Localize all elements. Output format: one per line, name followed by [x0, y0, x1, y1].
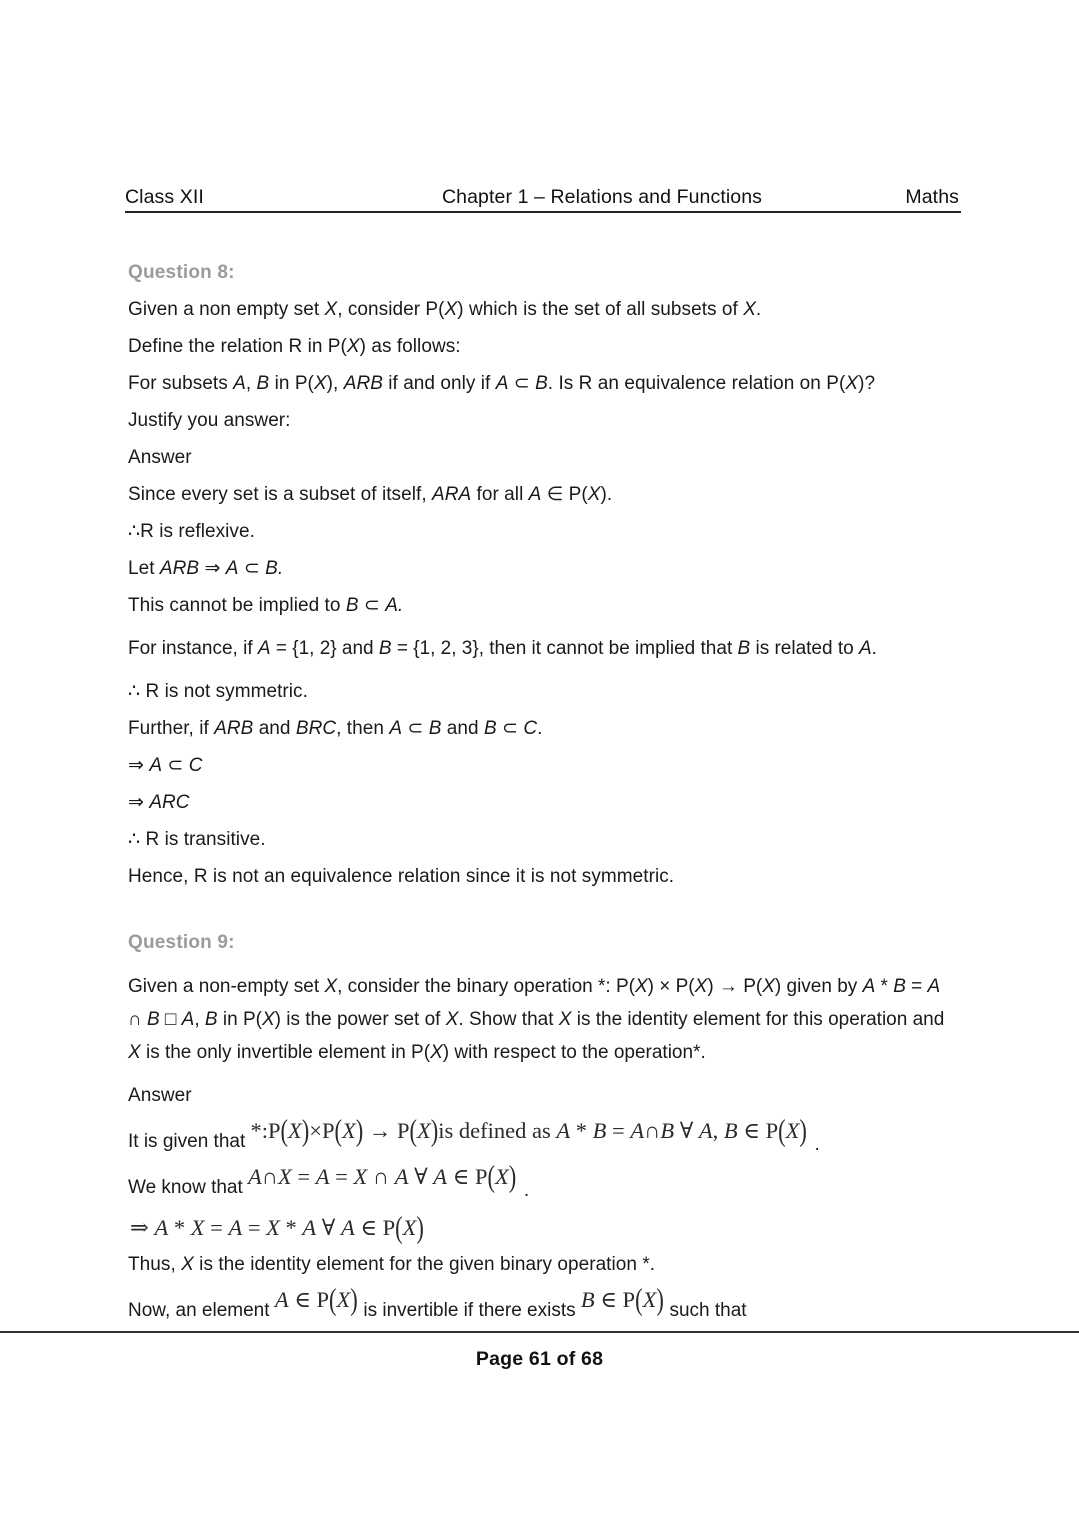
q9-prompt: Given a non-empty set X, consider the binary operation *: P(X) × P(X) → P(X) given by A * B = A ∩ B □ A, B in P(X) is the power set of X. Show that X is the identity element for this operation and X is the only invertible element in P(X) with respect to the operation*. — [128, 976, 945, 1064]
footer-divider — [0, 1331, 1079, 1333]
q9-given-period: . — [814, 1134, 820, 1155]
q8-answer-line-4: This cannot be implied to B ⊂ A. — [128, 594, 404, 616]
q9-formula-known: A∩X = A = X ∩ A ∀ A ∈ P(X) — [248, 1159, 517, 1194]
q8-answer-line-5: For instance, if A = {1, 2} and B = {1, 2, 3}, then it cannot be implied that B is related to A. — [128, 638, 877, 660]
q8-answer-line-1: Since every set is a subset of itself, ARA for all A ∈ P(X). — [128, 483, 613, 505]
header-class-label: Class XII — [125, 186, 204, 208]
page-header — [125, 186, 961, 209]
header-subject-label: Maths — [905, 186, 959, 208]
question-8-heading: Question 8: — [128, 262, 235, 283]
q8-prompt-line-2: Define the relation R in P(X) as follows: — [128, 335, 461, 357]
q8-prompt-line-4: Justify you answer: — [128, 409, 291, 431]
header-divider — [125, 211, 961, 213]
question-9-heading: Question 9: — [128, 932, 235, 954]
q9-now-prefix: Now, an element — [128, 1299, 270, 1321]
q8-answer-line-11: Hence, R is not an equivalence relation since it is not symmetric. — [128, 866, 675, 888]
q9-formula-b-in-px: B ∈ P(X) — [580, 1282, 664, 1317]
q9-given-prefix: It is given that — [128, 1131, 246, 1152]
page-number: Page 61 of 68 — [475, 1348, 604, 1370]
q9-now-line — [128, 1282, 953, 1328]
q9-formula-given: *:P(X)×P(X) → P(X)is defined as A * B = A∩B ∀ A, B ∈ P(X) — [250, 1113, 807, 1148]
q9-formula-implies: ⇒ A * X = A = X * A ∀ A ∈ P(X) — [130, 1210, 424, 1245]
q9-thus-line: Thus, X is the identity element for the given binary operation *. — [128, 1254, 656, 1275]
q8-answer-line-2: ∴R is reflexive. — [128, 520, 255, 542]
header-chapter-title: Chapter 1 – Relations and Functions — [441, 186, 763, 208]
q9-known-line — [128, 1159, 953, 1205]
q8-answer-line-10: ∴ R is transitive. — [128, 829, 266, 851]
q9-implies-line — [128, 1210, 953, 1245]
q8-prompt-line-3: For subsets A, B in P(X), ARB if and only if A ⊂ B. Is R an equivalence relation on P(X)? — [128, 372, 876, 394]
q8-answer-line-6: ∴ R is not symmetric. — [128, 681, 308, 703]
q8-answer-line-9: ⇒ ARC — [128, 792, 190, 814]
q9-formula-a-in-px: A ∈ P(X) — [274, 1282, 358, 1317]
q9-known-prefix: We know that — [128, 1177, 243, 1198]
q9-now-mid: is invertible if there exists — [363, 1299, 576, 1321]
page-content — [128, 262, 953, 1338]
q9-given-line — [128, 1113, 953, 1159]
q9-known-period: . — [523, 1180, 530, 1201]
q9-now-suffix: such that — [669, 1299, 747, 1321]
q8-answer-line-8: ⇒ A ⊂ C — [128, 755, 203, 777]
q9-answer-label: Answer — [128, 1085, 192, 1107]
q8-answer-line-7: Further, if ARB and BRC, then A ⊂ B and B ⊂ C. — [128, 718, 543, 740]
q8-prompt-line-1: Given a non empty set X, consider P(X) which is the set of all subsets of X. — [128, 299, 762, 320]
q8-answer-label: Answer — [128, 446, 192, 468]
section-spacer — [128, 904, 953, 932]
q8-answer-line-3: Let ARB ⇒ A ⊂ B. — [128, 557, 284, 579]
